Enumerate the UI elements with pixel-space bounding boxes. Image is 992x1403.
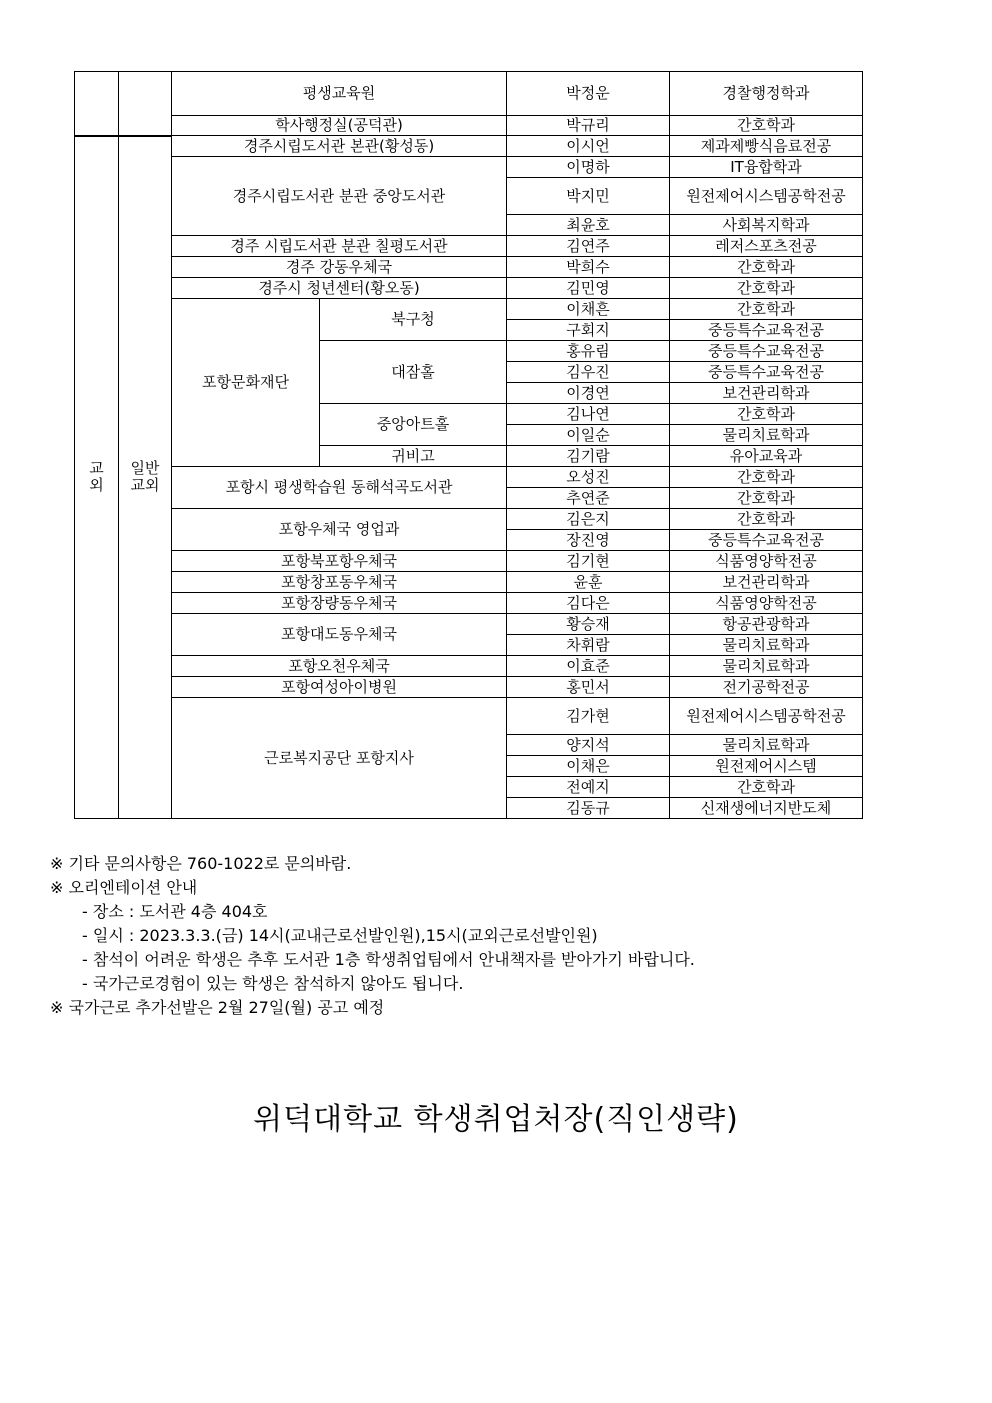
dept-cell: 사회복지학과	[670, 215, 863, 236]
orientation-place: - 장소 : 도서관 4층 404호	[82, 902, 268, 921]
place-cell: 경주시 청년센터(황오동)	[172, 278, 507, 299]
dept-cell: 간호학과	[670, 488, 863, 509]
table-row	[75, 157, 863, 178]
orientation-heading: ※ 오리엔테이션 안내	[50, 878, 198, 897]
assignment-table	[74, 71, 863, 819]
place-cell: 근로복지공단 포항지사	[172, 698, 507, 819]
name-cell: 박희수	[507, 257, 670, 278]
dept-cell: 전기공학전공	[670, 677, 863, 698]
dept-cell: 식품영양학전공	[670, 593, 863, 614]
place-cell: 포항북포항우체국	[172, 551, 507, 572]
dept-cell: 간호학과	[670, 404, 863, 425]
name-cell: 이시언	[507, 136, 670, 157]
dept-cell: 간호학과	[670, 777, 863, 798]
dept-cell: 원전제어시스템공학전공	[670, 698, 863, 735]
table-row	[75, 467, 863, 488]
dept-cell: 중등특수교육전공	[670, 530, 863, 551]
subplace-cell: 중앙아트홀	[320, 404, 507, 446]
name-cell: 김민영	[507, 278, 670, 299]
table-row	[75, 136, 863, 157]
name-cell: 김기현	[507, 551, 670, 572]
table-row	[75, 72, 863, 116]
name-cell: 이일순	[507, 425, 670, 446]
place-cell: 포항장량동우체국	[172, 593, 507, 614]
name-cell: 홍민서	[507, 677, 670, 698]
place-cell: 경주시립도서관 본관(황성동)	[172, 136, 507, 157]
blank-cell	[119, 72, 172, 136]
place-cell: 포항우체국 영업과	[172, 509, 507, 551]
dept-cell: 식품영양학전공	[670, 551, 863, 572]
name-cell: 최윤호	[507, 215, 670, 236]
dept-cell: 물리치료학과	[670, 735, 863, 756]
orientation-absent-note: - 참석이 어려운 학생은 추후 도서관 1층 학생취업팀에서 안내책자를 받아가기 바랍니다.	[82, 950, 695, 969]
name-cell: 박규리	[507, 116, 670, 136]
table-row	[75, 593, 863, 614]
dept-cell: 보건관리학과	[670, 383, 863, 404]
name-cell: 김우진	[507, 362, 670, 383]
dept-cell: 간호학과	[670, 278, 863, 299]
place-cell: 경주 시립도서관 분관 칠평도서관	[172, 236, 507, 257]
name-cell: 김동규	[507, 798, 670, 819]
name-cell: 김연주	[507, 236, 670, 257]
dept-cell: 신재생에너지반도체	[670, 798, 863, 819]
blank-cell	[75, 72, 119, 136]
dept-cell: 원전제어시스템공학전공	[670, 178, 863, 215]
subplace-cell: 북구청	[320, 299, 507, 341]
additional-selection-note: ※ 국가근로 추가선발은 2월 27일(월) 공고 예정	[50, 998, 385, 1017]
table-row	[75, 614, 863, 635]
dept-cell: 레저스포츠전공	[670, 236, 863, 257]
table-row	[75, 572, 863, 593]
category-sub-cell: 일반 교외	[119, 136, 172, 819]
notes-section	[50, 852, 695, 1020]
dept-cell: 원전제어시스템	[670, 756, 863, 777]
dept-cell: 간호학과	[670, 467, 863, 488]
name-cell: 김다은	[507, 593, 670, 614]
name-cell: 이채흔	[507, 299, 670, 320]
place-cell: 경주시립도서관 분관 중앙도서관	[172, 157, 507, 236]
category-main-cell: 교 외	[75, 136, 119, 819]
orientation-experienced-note: - 국가근로경험이 있는 학생은 참석하지 않아도 됩니다.	[82, 974, 464, 993]
name-cell: 오성진	[507, 467, 670, 488]
place-cell: 포항오천우체국	[172, 656, 507, 677]
dept-cell: IT융합학과	[670, 157, 863, 178]
place-cell: 포항대도동우체국	[172, 614, 507, 656]
issuer-title: 위덕대학교 학생취업처장(직인생략)	[253, 1102, 739, 1137]
subplace-cell: 대잠홀	[320, 341, 507, 404]
name-cell: 이효준	[507, 656, 670, 677]
place-cell: 포항문화재단	[172, 299, 320, 467]
table-row	[75, 236, 863, 257]
dept-cell: 보건관리학과	[670, 572, 863, 593]
subplace-cell: 귀비고	[320, 446, 507, 467]
name-cell: 추연준	[507, 488, 670, 509]
name-cell: 박지민	[507, 178, 670, 215]
name-cell: 홍유림	[507, 341, 670, 362]
place-cell: 포항창포동우체국	[172, 572, 507, 593]
orientation-datetime: - 일시 : 2023.3.3.(금) 14시(교내근로선발인원),15시(교외근로선발인원)	[82, 926, 598, 945]
table-row	[75, 257, 863, 278]
dept-cell: 간호학과	[670, 509, 863, 530]
name-cell: 박정운	[507, 72, 670, 116]
dept-cell: 중등특수교육전공	[670, 320, 863, 341]
dept-cell: 유아교육과	[670, 446, 863, 467]
name-cell: 윤훈	[507, 572, 670, 593]
name-cell: 이명하	[507, 157, 670, 178]
place-cell: 평생교육원	[172, 72, 507, 116]
name-cell: 이채은	[507, 756, 670, 777]
name-cell: 김기람	[507, 446, 670, 467]
table-row	[75, 677, 863, 698]
dept-cell: 물리치료학과	[670, 635, 863, 656]
table-row	[75, 278, 863, 299]
table-row	[75, 116, 863, 136]
place-cell: 포항여성아이병원	[172, 677, 507, 698]
name-cell: 장진영	[507, 530, 670, 551]
place-cell: 학사행정실(공덕관)	[172, 116, 507, 136]
dept-cell: 중등특수교육전공	[670, 341, 863, 362]
table-row	[75, 509, 863, 530]
name-cell: 양지석	[507, 735, 670, 756]
dept-cell: 간호학과	[670, 257, 863, 278]
name-cell: 전예지	[507, 777, 670, 798]
name-cell: 황승재	[507, 614, 670, 635]
place-cell: 경주 강동우체국	[172, 257, 507, 278]
name-cell: 김나연	[507, 404, 670, 425]
name-cell: 차휘람	[507, 635, 670, 656]
dept-cell: 간호학과	[670, 299, 863, 320]
dept-cell: 항공관광학과	[670, 614, 863, 635]
dept-cell: 중등특수교육전공	[670, 362, 863, 383]
dept-cell: 물리치료학과	[670, 656, 863, 677]
dept-cell: 제과제빵식음료전공	[670, 136, 863, 157]
table-row	[75, 656, 863, 677]
dept-cell: 물리치료학과	[670, 425, 863, 446]
name-cell: 김은지	[507, 509, 670, 530]
table-row	[75, 551, 863, 572]
dept-cell: 경찰행정학과	[670, 72, 863, 116]
place-cell: 포항시 평생학습원 동해석곡도서관	[172, 467, 507, 509]
table-row	[75, 698, 863, 735]
table-row	[75, 299, 863, 320]
dept-cell: 간호학과	[670, 116, 863, 136]
name-cell: 김가현	[507, 698, 670, 735]
inquiry-note: ※ 기타 문의사항은 760-1022로 문의바람.	[50, 854, 352, 873]
name-cell: 이경연	[507, 383, 670, 404]
name-cell: 구회지	[507, 320, 670, 341]
